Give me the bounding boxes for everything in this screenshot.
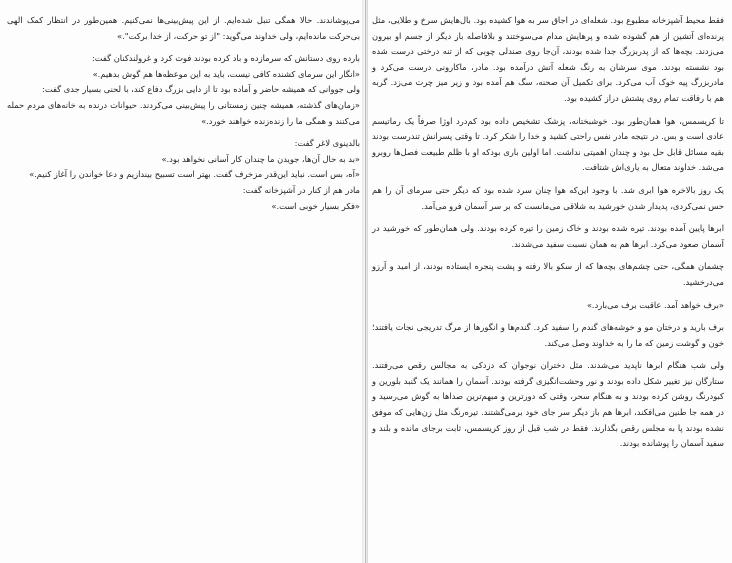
- right-paragraph-8: ولی شب هنگام ابرها ناپدید می‌شدند. مثل دختران نوجوان که دزدکی به مجالس رقص می‌رفتند. ستارگان نیز تغییر شکل داده بودند و نور وحشت‌انگیزی گرفته بودند. آسمان را همانند یک گنبد بلورین و کبودرنگ روشن کرده بودند و به هنگام سحر، وقتی که دورترین و مبهم‌ترین صداها به گوش می‌رسید و در همه جا طنین می‌افکند، ابرها هم باز دیگر سر جای خود برمی‌گشتند. تیره‌رنگ مثل زن‌هایی که موفق نشده بودند پا به مجلس رقص بگذارند. فقط در شب قبل از روز کریسمس، ثابت برجای مانده و بلند و سفید آسمان را پوشانده بودند.: [372, 360, 724, 449]
- right-page: [368, 0, 732, 563]
- left-paragraph-4: ولی جووانی که همیشه حاضر و آماده بود تا از دایی بزرگ دفاع کند، با لحنی بسیار جدی گفت:: [42, 84, 360, 95]
- right-paragraph-7: برف بارید و درختان مو و خوشه‌های گندم را سفید کرد. گندم‌ها و انگورها از مرگ تدریجی نجات یافتند؛ خون و گوشت زمین که ما را به خداوند وصل می‌کند.: [372, 322, 724, 348]
- left-page: [0, 0, 364, 563]
- left-paragraph-9: مادر هم از کنار در آشپزخانه گفت:: [242, 184, 360, 195]
- left-paragraph-7: «بد به حال آن‌ها، جویدن ما چندان کار آسانی نخواهد بود.»: [161, 153, 360, 164]
- left-paragraph-3: «انگار این سرمای کشنده کافی نیست، باید به این موعظه‌ها هم گوش بدهیم.»: [92, 68, 360, 79]
- left-paragraph-10: «فکر بسیار خوبی است.»: [271, 200, 360, 211]
- left-paragraph-5: «زمان‌های گذشته، همیشه چنین زمستانی را پیش‌بینی می‌کردند. حیوانات درنده به خانه‌های مردم حمله می‌کنند و همگی ما را زنده‌زنده خواهند خورد.»: [7, 99, 360, 126]
- left-paragraph-2: بارده روی دستانش که سرمازده و باد کرده بودند فوت کرد و غرولندکنان گفت:: [91, 53, 360, 64]
- left-paragraph-1: می‌پوشاندند. حالا همگی تنبل شده‌ایم. از این پیش‌بینی‌ها نمی‌کنیم. همین‌طور در انتظار کمک الهی بی‌حرکت مانده‌ایم، ولی خداوند می‌گوید: "از تو حرکت، از خدا برکت".»: [7, 15, 360, 41]
- page-divider: [365, 0, 366, 563]
- right-paragraph-3: یک روز بالاخره هوا ابری شد. با وجود این‌که هوا چنان سرد شده بود که دیگر حتی سرمای آن را هم حس نمی‌کردی، پدیدار شدن خورشید به شلاقی می‌مانست که بر سر آسمان فرو می‌آمد.: [372, 184, 724, 211]
- right-paragraph-2: تا کریسمس، هوا همان‌طور بود. خوشبختانه، پزشک تشخیص داده بود کم‌درد اوژا صرفاً یک رماتیسم عادی است و بس. در نتیجه مادر نفس راحتی کشید و خدا را شکر کرد. تا وقتی پسرانش تندرست بودند بقیه مسائل قابل حل بود و چندان اهمیتی نداشت. اما اولین باری بودکه او با ظلم طبیعت فصل‌ها روبرو می‌شد. خداوند متعال به یاری‌اش شتافت.: [372, 115, 724, 173]
- left-paragraph-8: «آه، بس است. نباید این‌قدر مزخرف گفت. بهتر است تسبیح بیندازیم و دعا خواندن را آغاز کنیم.»: [29, 169, 360, 180]
- right-paragraph-6: «برف خواهد آمد. عاقبت برف می‌بارد.»: [586, 299, 724, 310]
- right-paragraph-4: ابرها پایین آمده بودند. تیره شده بودند و خاک زمین را تیره کرده بودند. ولی همان‌طور که خورشید در آسمان صعود می‌کرد. ابرها هم به همان نسبت سفید می‌شدند.: [372, 223, 724, 249]
- left-paragraph-6: بالدینوی لاغر گفت:: [294, 138, 360, 149]
- right-paragraph-5: چشمان همگی، حتی چشم‌های بچه‌ها که از سکو بالا رفته و پشت پنجره ایستاده بودند، از امید و آرزو می‌درخشید.: [372, 261, 724, 287]
- right-paragraph-1: فقط محیط آشپزخانه مطبوع بود. شعله‌ای در اجاق سر به هوا کشیده بود. بال‌هایش سرخ و طلایی، مثل پرنده‌ای آتشین از هم گشوده شده و پرهایش مدام می‌سوختند و بلافاصله باز دیگر از جسم او بیرون می‌زدند. بچه‌ها که از پدربزرگ جدا شده بودند، آن‌جا روی صندلی چوبی که از تنه درختی درست شده بود نشسته بودند. موی سرشان به رنگ شعله آتش درآمده بود. مادر، ماکارونی درست می‌کرد و مادربزرگ پیه خوک آب می‌کرد. برای تکمیل آن صحنه، سگ هم آمده بود و زیر میز چرت می‌زد. گربه هم با رفاقت تمام روی پشتش دراز کشیده بود.: [372, 15, 724, 103]
